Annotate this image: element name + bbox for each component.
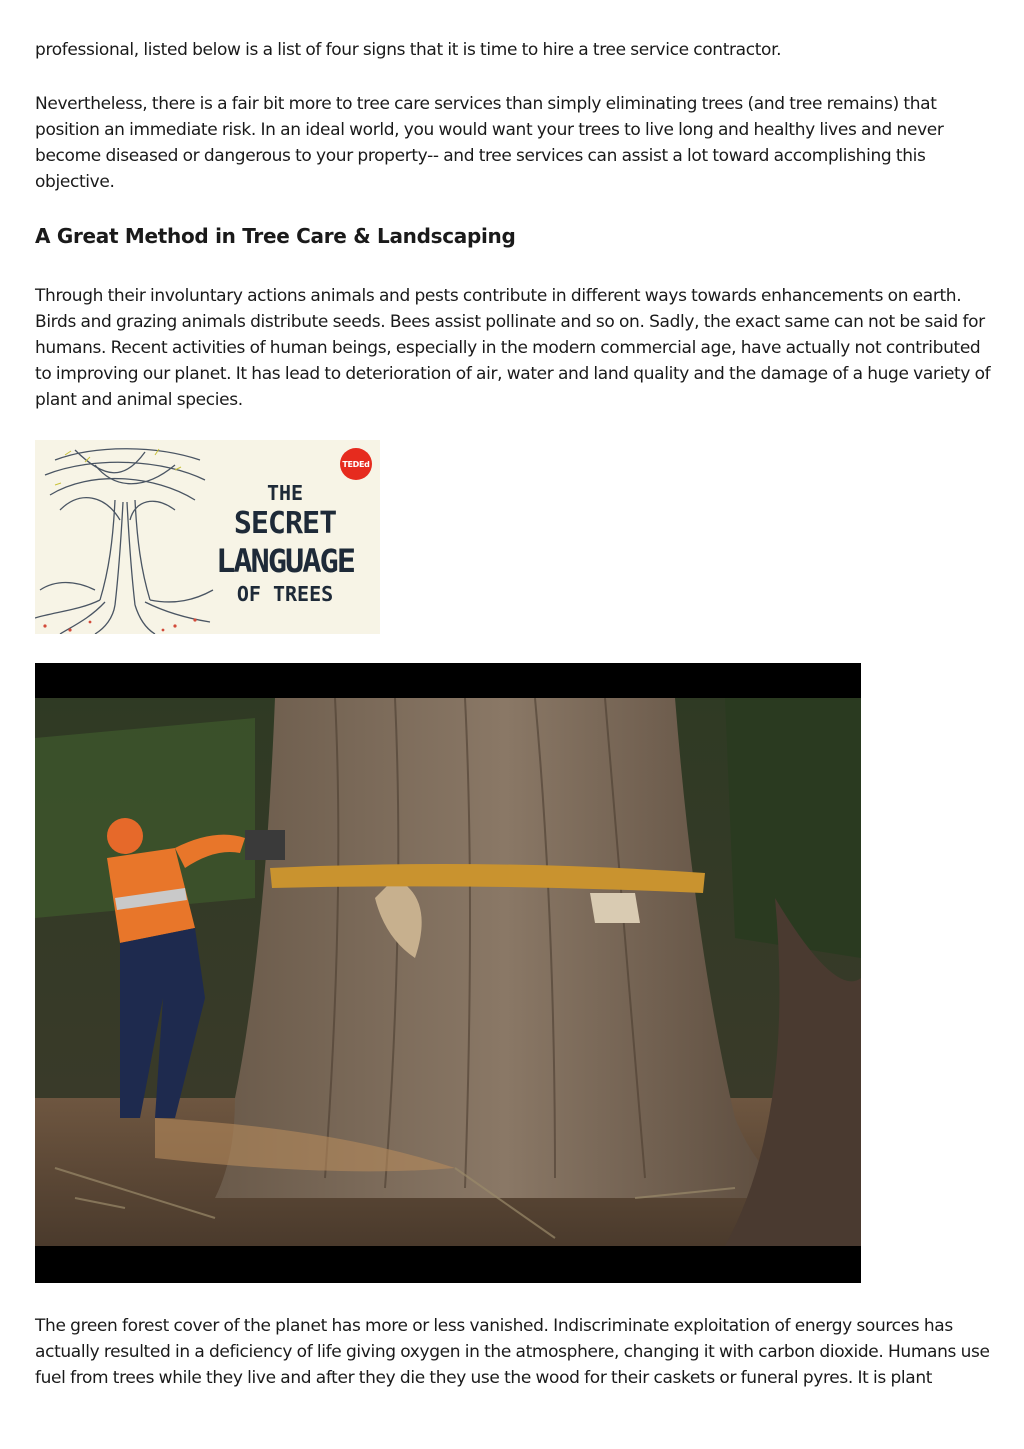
- section-heading: A Great Method in Tree Care & Landscaping: [35, 224, 516, 248]
- paragraph-1: professional, listed below is a list of four signs that it is time to hire a tree service contractor.: [35, 40, 782, 60]
- ted-title-line-4: OF TREES: [236, 582, 334, 606]
- tree-felling-photo: [35, 663, 861, 1283]
- ted-title: [205, 480, 365, 608]
- ted-title-line-1: THE: [266, 481, 304, 505]
- ted-title-line-2: SECRET: [233, 506, 337, 541]
- tree-felling-scene: [35, 698, 861, 1246]
- ted-title-line-3: LANGUAGE: [215, 542, 355, 580]
- paragraph-2: Nevertheless, there is a fair bit more to tree care services than simply eliminating trees (and tree remains) that position an immediate risk. In an ideal world, you would want your trees to live long and healthy lives and never become diseased or dangerous to your property-- and tree services can assist a lot toward accomplishing this objective.: [35, 94, 944, 192]
- paragraph-3: Through their involuntary actions animals and pests contribute in different ways towards enhancements on earth. Birds and grazing animals distribute seeds. Bees assist pollinate and so on. Sadly, the exact same can not be said for humans. Recent activities of human beings, especially in the modern commercial age, have actually not contributed to improving our planet. It has lead to deterioration of air, water and land quality and the damage of a huge variety of plant and animal species.: [35, 286, 991, 410]
- paragraph-4: The green forest cover of the planet has more or less vanished. Indiscriminate exploitation of energy sources has actually resulted in a deficiency of life giving oxygen in the atmosphere, changing it with carbon dioxide. Humans use fuel from trees while they live and after they die they use the wood for their caskets or funeral pyres. It is plant: [35, 1316, 990, 1388]
- ted-ed-badge: TEDEd: [340, 448, 372, 480]
- secret-language-of-trees-image: [35, 440, 380, 634]
